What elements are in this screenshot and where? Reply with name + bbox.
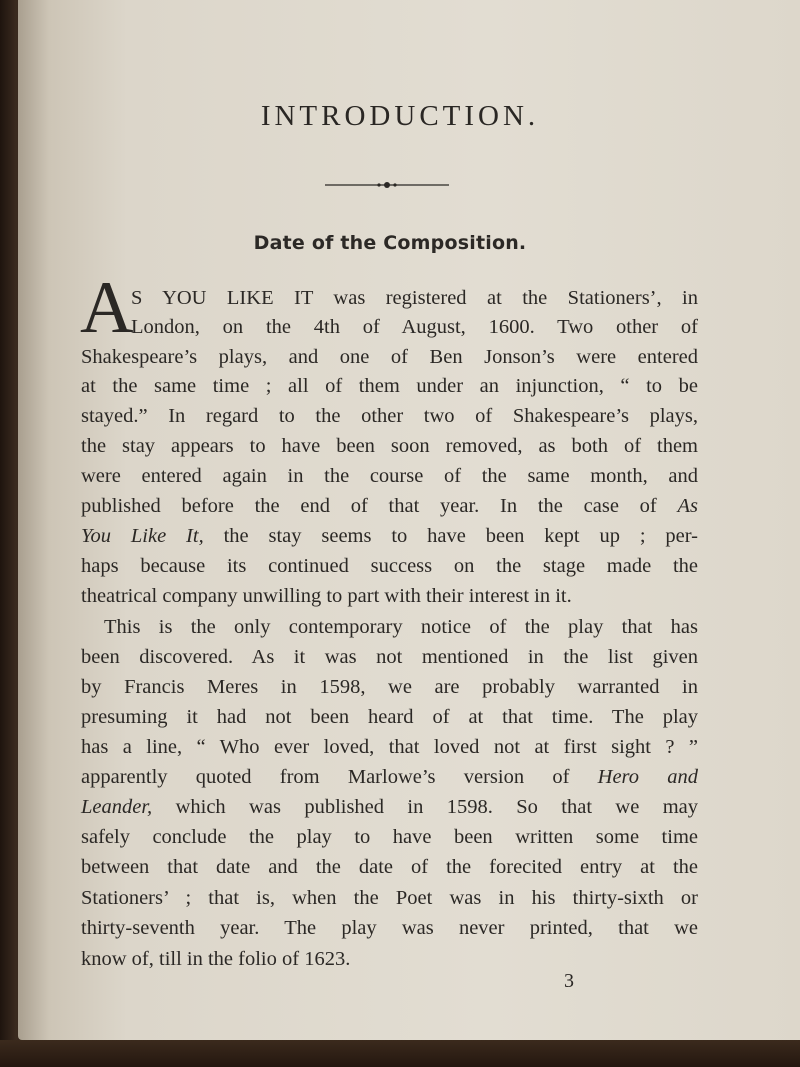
italic-title: As [677,495,698,517]
page-number: 3 [564,970,574,992]
italic-title: Leander, [81,796,153,818]
text-line: been discovered. As it was not mentioned in the list given [81,646,698,668]
text-line: safely conclude the play to have been written some time [81,826,698,848]
text-line: This is the only contemporary notice of the play that has [104,616,698,638]
ornament-divider-icon [325,179,449,191]
text-line: by Francis Meres in 1598, we are probably warranted in [81,676,698,698]
text-line: Shakespeare’s plays, and one of Ben Jonson’s were entered [81,346,698,368]
text-line: the stay appears to have been soon removed, as both of them [81,435,698,457]
chapter-title: INTRODUCTION. [260,100,540,132]
text-line: between that date and the date of the forecited entry at the [81,856,698,878]
text-line-part: the stay seems to have been kept up ; per- [203,525,698,547]
text-line [81,521,698,551]
text-line [81,491,698,521]
book-bottom-edge [0,1040,800,1067]
text-line [81,792,698,822]
text-line: has a line, “ Who ever loved, that loved not at first sight ? ” [81,736,698,758]
text-line: presuming it had not been heard of at that time. The play [81,706,698,728]
text-line: thirty-seventh year. The play was never printed, that we [81,917,698,939]
text-line: at the same time ; all of them under an injunction, “ to be [81,375,698,397]
section-heading: Date of the Composition. [253,232,527,254]
italic-title: You Like It, [81,525,204,547]
text-line: were entered again in the course of the same month, and [81,465,698,487]
text-line-part: apparently quoted from Marlowe’s version of [81,766,598,788]
text-line: London, on the 4th of August, 1600. Two other of [131,316,698,338]
drop-cap: A [80,267,134,349]
text-line: know of, till in the folio of 1623. [81,948,351,970]
text-line: S YOU LIKE IT was registered at the Stationers’, in [131,287,698,309]
text-line: stayed.” In regard to the other two of Shakespeare’s plays, [81,405,698,427]
italic-title: Hero and [597,766,698,788]
text-line-part: published before the end of that year. In the case of [81,495,678,517]
text-line: haps because its continued success on the stage made the [81,555,698,577]
text-line: Stationers’ ; that is, when the Poet was in his thirty-sixth or [81,887,698,909]
text-line [81,762,698,792]
text-line: theatrical company unwilling to part with their interest in it. [81,585,572,607]
text-line-part: which was published in 1598. So that we may [152,796,698,818]
